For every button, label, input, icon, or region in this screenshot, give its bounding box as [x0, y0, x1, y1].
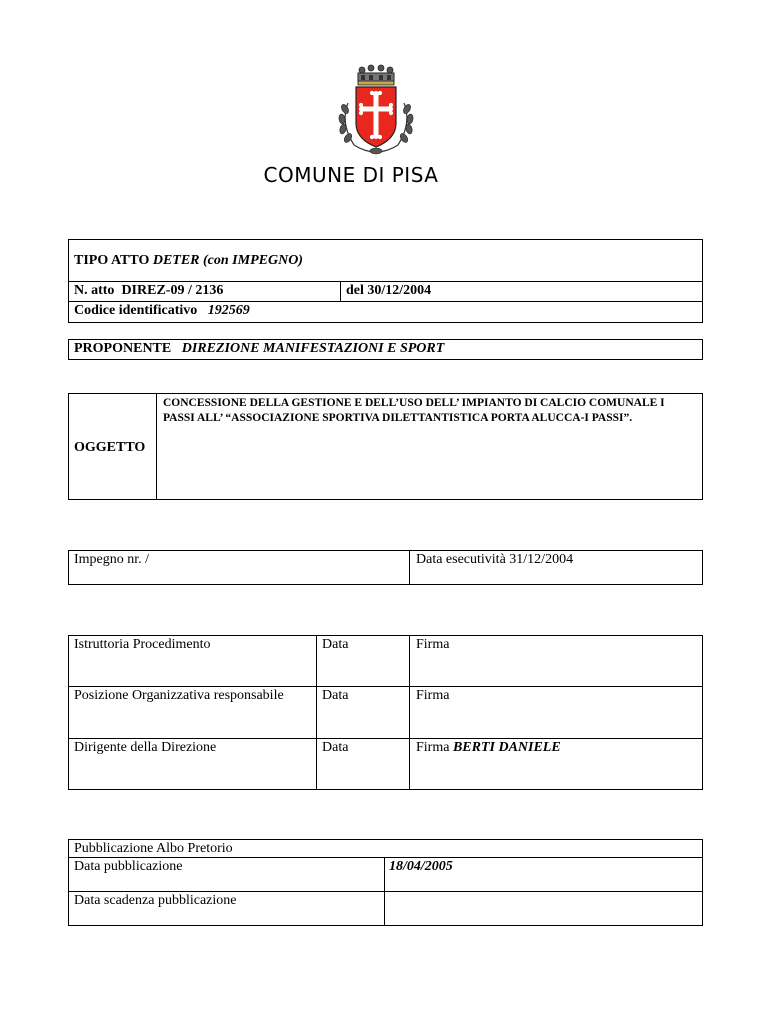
- numero-atto-row: [74, 283, 223, 299]
- tipo-atto-value: DETER (con IMPEGNO): [152, 253, 303, 268]
- numero-atto-label: N. atto: [74, 283, 115, 298]
- tipo-atto-row: [74, 253, 303, 269]
- tipo-atto-label: TIPO ATTO: [74, 253, 150, 268]
- data-pubblicazione-value: 18/04/2005: [389, 859, 453, 874]
- firme-firma-3: Firma: [416, 740, 450, 755]
- firme-firma-2: Firma: [416, 688, 450, 703]
- divider: [68, 857, 703, 858]
- divider: [316, 635, 317, 790]
- proponente-label: PROPONENTE: [74, 341, 172, 356]
- codice-row: [74, 303, 250, 319]
- codice-value: 192569: [207, 303, 250, 318]
- pubblicazione-titolo: Pubblicazione Albo Pretorio: [74, 841, 233, 856]
- data-scadenza-label: Data scadenza pubblicazione: [74, 893, 237, 908]
- oggetto-label: OGGETTO: [74, 440, 146, 455]
- data-atto: del 30/12/2004: [346, 283, 432, 298]
- impegno-label: Impegno nr. /: [74, 552, 150, 567]
- divider: [68, 281, 703, 282]
- divider: [409, 550, 410, 585]
- divider: [68, 686, 703, 687]
- proponente-row: [74, 341, 444, 357]
- firme-data-1: Data: [322, 637, 349, 652]
- firme-firma-1: Firma: [416, 637, 450, 652]
- firme-data-3: Data: [322, 740, 349, 755]
- divider: [156, 393, 157, 500]
- firme-ruolo-2: Posizione Organizzativa responsabile: [74, 688, 284, 703]
- crown-icon: [358, 65, 394, 85]
- proponente-value: DIREZIONE MANIFESTAZIONI E SPORT: [181, 341, 445, 356]
- firme-ruolo-1: Istruttoria Procedimento: [74, 637, 211, 652]
- data-esecutivita: Data esecutività 31/12/2004: [416, 552, 574, 567]
- firme-table: [68, 635, 703, 790]
- data-pubblicazione-label: Data pubblicazione: [74, 859, 183, 874]
- codice-label: Codice identificativo: [74, 303, 198, 318]
- page-title: COMUNE DI PISA: [263, 163, 439, 187]
- firme-firma-3-row: [416, 740, 561, 756]
- divider: [68, 738, 703, 739]
- firme-nome-3: BERTI DANIELE: [452, 740, 561, 755]
- coat-of-arms-logo: [334, 63, 418, 159]
- numero-atto-value: DIREZ-09 / 2136: [121, 283, 224, 298]
- divider: [68, 301, 703, 302]
- divider: [409, 635, 410, 790]
- divider: [68, 891, 703, 892]
- oggetto-text: CONCESSIONE DELLA GESTIONE E DELL’USO DELL’ IMPIANTO DI CALCIO COMUNALE I PASSI ALL’ “ASSOCIAZIONE SPORTIVA DILETTANTISTICA PORTA ALUCCA-I PASSI”.: [163, 397, 665, 424]
- firme-data-2: Data: [322, 688, 349, 703]
- divider: [340, 281, 341, 301]
- impegno-box: [68, 550, 703, 585]
- divider: [384, 857, 385, 926]
- shield-icon: [356, 87, 396, 147]
- firme-ruolo-3: Dirigente della Direzione: [74, 740, 217, 755]
